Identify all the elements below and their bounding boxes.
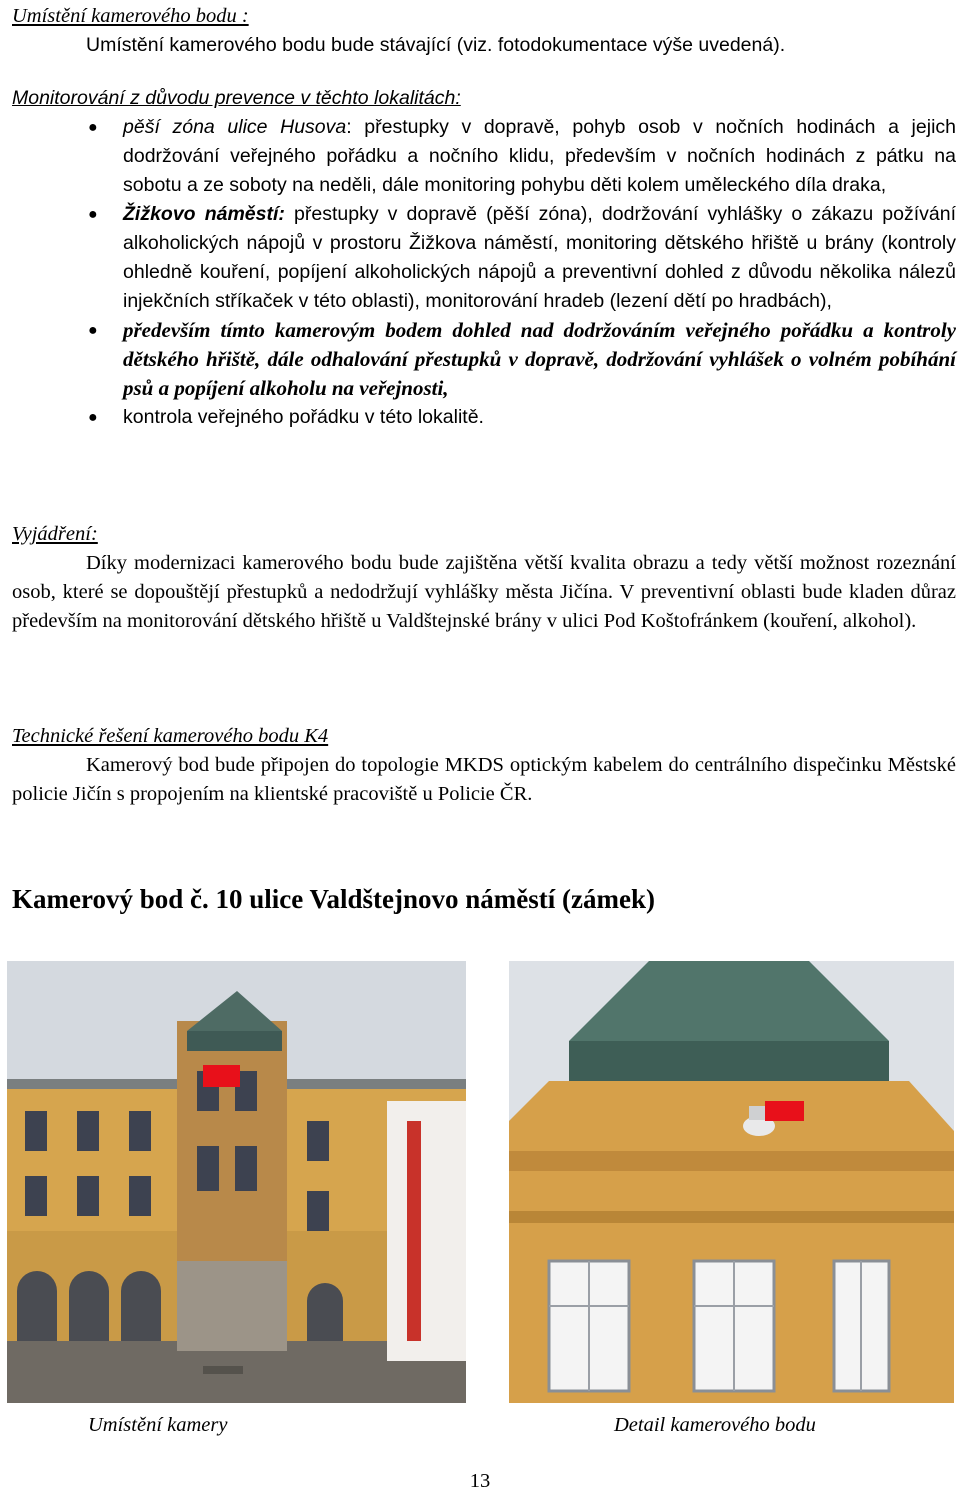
list-item (12, 113, 956, 200)
item-text: : přestupky v dopravě, pohyb osob v nočních hodinách a jejich dodržování veřejného pořádku a nočního klidu, především v nočních hodinách z pátku na sobotu a ze soboty na neděli, dále monitoring pohybu děti kolem uměleckého díla draka, (123, 116, 956, 196)
caption-right: Detail kamerového bodu (614, 1414, 816, 1436)
bullet-icon: ● (88, 322, 98, 339)
monitoring-list (12, 113, 956, 432)
list-item (12, 403, 956, 432)
bullet-icon: ● (88, 119, 98, 136)
section-heading: Monitorování z důvodu prevence v těchto lokalitách: (12, 87, 461, 109)
camera-marker (765, 1101, 804, 1121)
bullet-icon: ● (88, 409, 98, 426)
section-heading: Technické řešení kamerového bodu K4 (12, 725, 329, 747)
bullet-icon: ● (88, 206, 98, 223)
section-text: Kamerový bod bude připojen do topologie MKDS optickým kabelem do centrálního dispečinku Městské policie Jičín s propojením na klientské pracoviště u Policie ČR. (12, 754, 956, 805)
item-text: kontrola veřejného pořádku v této lokalitě. (123, 406, 484, 428)
camera-marker (203, 1065, 240, 1087)
section-statement (12, 520, 956, 636)
photo-camera-detail (509, 961, 954, 1403)
item-lead: Žižkovo náměstí: (123, 203, 285, 225)
section-text: Umístění kamerového bodu bude stávající (viz. fotodokumentace výše uvedená). (86, 34, 786, 56)
list-item (12, 316, 956, 403)
section-technical (12, 722, 956, 809)
section-text: Díky modernizaci kamerového bodu bude zajištěna větší kvalita obrazu a tedy větší možnost rozeznání osob, které se dopouštějí přestupků a nedodržují vyhlášky města Jičína. V preventivní oblasti bude kladen důraz především na monitorování dětského hřiště u Valdštejnské brány v ulici Pod Koštofránkem (kouření, alkohol). (12, 552, 956, 632)
page-number: 13 (469, 1470, 491, 1492)
item-lead: pěší zóna ulice Husova (123, 116, 347, 138)
section-heading: Umístění kamerového bodu : (12, 5, 249, 27)
caption-left: Umístění kamery (88, 1414, 228, 1436)
item-text: přestupky v dopravě (pěší zóna), dodržování vyhlášky o zákazu požívání alkoholických nápojů v prostoru Žižkova náměstí, monitoring dětského hřiště u brány (kontroly ohledně kouření, popíjení alkoholických nápojů a preventivní dohled z důvodu několika nálezů injekčních stříkaček v této oblasti), monitorování hradeb (lezení dětí po hradbách), (123, 203, 956, 312)
item-lead: především tímto kamerovým bodem dohled nad dodržováním veřejného pořádku a kontroly dětského hřiště, dále odhalování přestupků v dopravě, dodržování vyhlášek o volném pobíhání psů a popíjení alkoholu na veřejnosti, (123, 318, 956, 400)
section-monitoring (12, 84, 956, 432)
camera-point-title: Kamerový bod č. 10 ulice Valdštejnovo náměstí (zámek) (12, 884, 655, 914)
list-item (12, 200, 956, 316)
section-camera-location (12, 2, 956, 60)
photo-camera-location (7, 961, 466, 1403)
section-heading: Vyjádření: (12, 523, 98, 545)
